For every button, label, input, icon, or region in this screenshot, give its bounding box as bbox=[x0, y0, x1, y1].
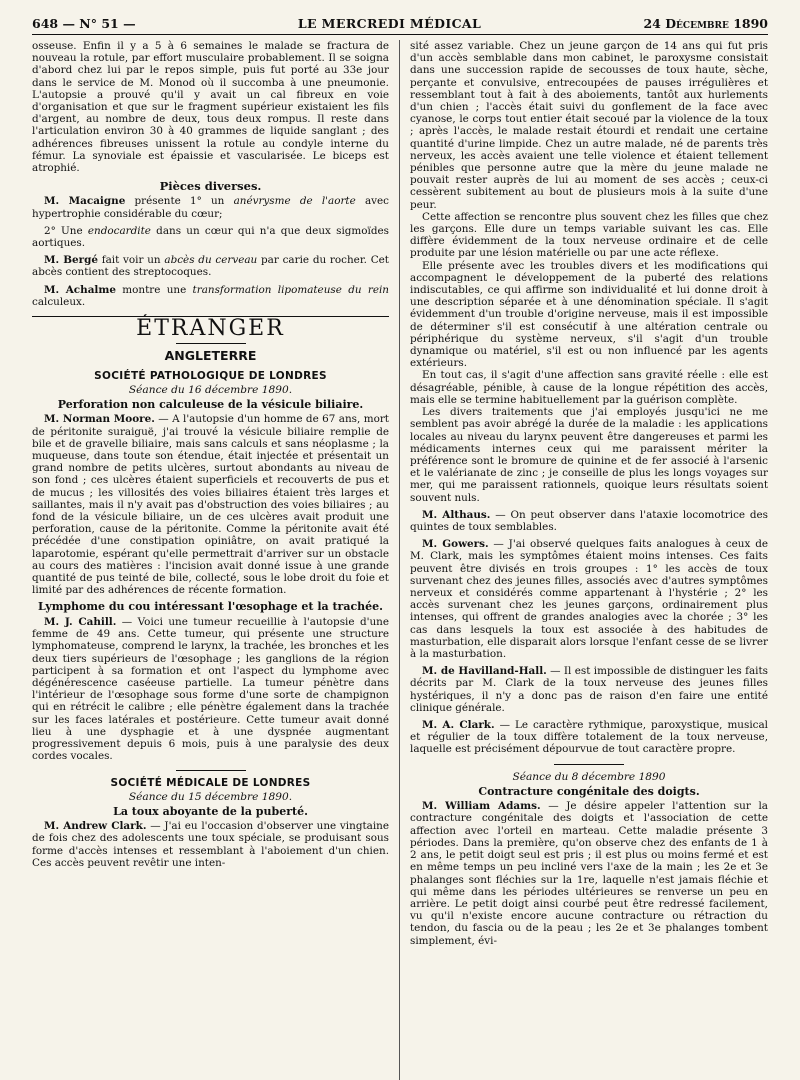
entry-havilland-hall: M. de Havilland-Hall. — Il est impossible de distinguer les faits décrits par M. Clark de la toux nerveuse des jeunes filles hystériques, il n'y a donc pas de raison d'en faire une entité clinique générale. bbox=[410, 665, 768, 714]
entry-gowers: M. Gowers. — J'ai observé quelques faits analogues à ceux de M. Clark, mais les symptômes étaient moins intenses. Ces faits peuvent être divisés en trois groupes : 1° les accès de toux survenant chez des jeunes filles, associés avec d'autres symptômes nerveux et considérés comme appartenant à l'hystérie ; 2° les accès survenant chez les jeunes garçons, ordinairement plus intenses, qui offrent de grandes analogies avec la chorée ; 3° les cas dans lesquels la toux est associée à des habitudes de masturbation, elle disparait alors lorsque l'enfant cesse de se livrer à la masturbation. bbox=[410, 538, 768, 660]
author-name: M. de Havilland-Hall. bbox=[422, 665, 547, 678]
article-body: M. William Adams. — Je désire appeler l'attention sur la contracture congénitale des doigts et l'association de cette affection avec l'orteil en marteau. Cette maladie présente 3 périodes. Dans la première, qu'on observe chez des enfants de 1 à 2 ans, le petit doigt seul est pris ; il est plus ou moins fermé et est en même temps un peu incliné vers l'axe de la main ; les 2e et 3e phalanges sont fléchies sur la 1re, laquelle n'est jamais fléchie et qui même dans les périodes ultérieures se renverse un peu en arrière. Le petit doigt ainsi courbé peut être redressé facilement, vu qu'il n'existe encore aucune contracture ou rétraction du tendon, du fascia ou de la peau ; les 2e et 3e phalanges tombent simplement, évi- bbox=[410, 800, 768, 947]
article-title: Lymphome du cou intéressant l'œsophage et la trachée. bbox=[37, 600, 383, 614]
divider-short bbox=[554, 764, 624, 765]
entry-althaus: M. Althaus. — On peut observer dans l'ataxie locomotrice des quintes de toux semblables. bbox=[410, 508, 768, 533]
entry-a-clark: M. A. Clark. — Le caractère rythmique, paroxystique, musical et régulier de la toux diffère totalement de la toux nerveuse, laquelle est précisément dépourvue de tout caractère propre. bbox=[410, 718, 768, 756]
section-heading-pieces: Pièces diverses. bbox=[159, 179, 262, 194]
continued-paragraph: sité assez variable. Chez un jeune garçon de 14 ans qui fut pris d'un accès semblable dans mon cabinet, le paroxysme consistait dans une succession rapide de secousses de toux haute, sèche, perçante et convulsive, entrecoupées de pauses irrégulières et ressemblant tout à fait à des aboiements, tantôt aux hurlements d'un chien ; l'accès était suivi du gonflement de la face avec cyanose, le corps tout entier était secoué par la violence de la toux ; après l'accès, le malade restait étourdi et rendait une certaine quantité d'urine limpide. Chez un autre malade, né de parents très nerveux, les accès avaient une telle violence et étaient tellement pénibles que personne autre que la mère du jeune malade ne pouvait rester auprès de lui au moment de ses accès ; ceux-ci cessèrent subitement au bout de plusieurs mois à la suite d'une peur. bbox=[410, 40, 768, 211]
session-date: Séance du 16 décembre 1890. bbox=[128, 383, 293, 396]
country-heading: ANGLETERRE bbox=[164, 348, 257, 364]
author-name: M. William Adams. bbox=[422, 800, 541, 813]
author-name: M. Macaigne bbox=[44, 195, 126, 208]
author-name: M. Althaus. bbox=[422, 508, 491, 521]
session-date: Séance du 15 décembre 1890. bbox=[128, 790, 293, 803]
article-body: M. J. Cahill. — Voici une tumeur recueillie à l'autopsie d'une femme de 49 ans. Cette tumeur, qui présente une structure lymphomateuse, comprend le larynx, la trachée, les bronches et les deux tiers supérieurs de l'œsophage ; les ganglions de la région participent à sa formation et ont l'aspect du lymphome avec dégénérescence caséeuse partielle. La tumeur pénètre dans l'intérieur de l'œsophage sous forme d'une sorte de champignon qui en rétrécit le calibre ; elle pénètre également dans la trachée sur les faces latérales et postérieure. Cette tumeur avait donné lieu à une dysphagie et à une dyspnée augmentant progressivement depuis 6 mois, puis à une paralysie des deux cordes vocales. bbox=[32, 615, 389, 763]
issue-date: 24 Décembre 1890 bbox=[643, 16, 768, 31]
society-heading: SOCIÉTÉ PATHOLOGIQUE DE LONDRES bbox=[94, 370, 327, 383]
article-body: M. Andrew Clark. — J'ai eu l'occasion d'observer une vingtaine de fois chez des adolescents une toux spéciale, se produisant sous forme d'accès intenses et ressemblant à l'aboiement d'un chien. Ces accès peuvent revêtir une inten- bbox=[32, 820, 390, 869]
divider-short bbox=[176, 343, 246, 344]
entry-achalme: M. Achalme montre une transformation lipomateuse du rein calculeux. bbox=[32, 283, 389, 308]
two-column-body bbox=[32, 40, 768, 1080]
right-column bbox=[400, 40, 768, 1080]
paragraph: En tout cas, il s'agit d'une affection sans gravité réelle : elle est désagréable, pénible, à cause de la longue répétition des accès, mais elle se termine habituellement par la guérison complète. bbox=[410, 369, 768, 406]
paragraph: Elle présente avec les troubles divers et les modifications qui accompagnent le développement de la puberté des relations indiscutables, ce qui affirme son individualité et lui donne droit à une description séparée et à une dénomination spéciale. Il s'agit évidemment d'un trouble d'origine nerveuse, mais il est impossible de déterminer s'il est consécutif à une altération centrale ou périphérique du système nerveux, s'il s'agit d'un trouble dynamique ou matériel, s'il est ou non influencé par les agents extérieurs. bbox=[410, 259, 768, 370]
author-name: M. J. Cahill. bbox=[44, 615, 117, 628]
author-name: M. Bergé bbox=[44, 254, 98, 267]
entry-macaigne-2: 2° Une endocardite dans un cœur qui n'a que deux sigmoïdes aortiques. bbox=[32, 224, 389, 250]
paragraph: Cette affection se rencontre plus souvent chez les filles que chez les garçons. Elle dure un temps variable suivant les cas. Elle diffère évidemment de la toux nerveuse ordinaire et de celle produite par une lésion matérielle ou par une acte réflexe. bbox=[410, 210, 768, 260]
author-name: M. Achalme bbox=[44, 283, 116, 296]
society-heading: SOCIÉTÉ MÉDICALE DE LONDRES bbox=[110, 777, 311, 790]
article-title: Contracture congénitale des doigts. bbox=[478, 784, 700, 798]
author-name: M. A. Clark. bbox=[422, 718, 495, 731]
page-header bbox=[32, 16, 768, 35]
article-title: La toux aboyante de la puberté. bbox=[113, 804, 308, 818]
entry-berge: M. Bergé fait voir un abcès du cerveau par carie du rocher. Cet abcès contient des streptocoques. bbox=[32, 254, 389, 279]
left-column bbox=[32, 40, 400, 1080]
article-title: Perforation non calculeuse de la vésicule biliaire. bbox=[57, 397, 364, 411]
page-number: 648 — N° 51 — bbox=[32, 16, 136, 31]
author-name: M. Gowers. bbox=[422, 538, 489, 551]
session-date: Séance du 8 décembre 1890 bbox=[512, 770, 666, 783]
paragraph: Les divers traitements que j'ai employés jusqu'ici ne me semblent pas avoir abrégé la durée de la maladie : les applications locales au niveau du larynx peuvent être dangereuses et parmi les médicaments internes ceux qui me paraissent mériter la préférence sont le bromure de quinine et de fer associé à l'arsenic et le valérianate de zinc ; je conseille de plus les longs voyages sur mer, qui me paraissent rationnels, quoique leurs résultats soient souvent nuls. bbox=[410, 406, 768, 504]
article-body: M. Norman Moore. — A l'autopsie d'un homme de 67 ans, mort de péritonite suraiguë, j'ai trouvé la vésicule biliaire remplie de bile et de gravelle biliaire, mais sans calculs et sans néoplasme ; la muqueuse, dans toute son étendue, était injectée et présentait un grand nombre de petits ulcères, surtout abondants au niveau de son fond ; ces ulcères étaient superficiels et recouverts de pus et de mucus ; les villosités des voies biliaires étaient très larges et saillantes, mais il n'y avait pas d'obstruction des voies biliaires ; au fond de la vésicule biliaire, un de ces ulcères avait produit une perforation, cause de la péritonite. Comme la péritonite avait été précédée d'une constipation opiniâtre, on avait pratiqué la laparotomie, espérant qu'elle permettrait d'arriver sur un obstacle au cours des matières : l'incision avait donné issue à une grande quantité de pus teinté de bile, collecté, sous le lobe droit du foie et limité par des adhérences de récente formation. bbox=[32, 413, 389, 597]
author-name: M. Andrew Clark. bbox=[44, 820, 147, 833]
section-title-etranger: ÉTRANGER bbox=[136, 316, 285, 342]
entry-macaigne: M. Macaigne présente 1° un anévrysme de l'aorte avec hypertrophie considérable du cœur; bbox=[32, 195, 389, 220]
divider-short bbox=[176, 770, 246, 771]
author-name: M. Norman Moore. bbox=[44, 413, 155, 426]
continued-paragraph: osseuse. Enfin il y a 5 à 6 semaines le malade se fractura de nouveau la rotule, par effort musculaire probablement. Il se soigna d'abord chez lui par le repos simple, puis fut porté au 33e jour dans le service de M. Monod où il succomba à une pneumonie. L'autopsie a prouvé qu'il y avait un cal fibreux en voie d'organisation et que sur le fragment supérieur existaient les fils d'argent, au nombre de deux, tous deux rompus. Il reste dans l'articulation environ 30 à 40 grammes de liquide sanglant ; des adhérences fibreuses unissent la rotule au condyle interne du fémur. La synoviale est épaissie et vascularisée. Le biceps est atrophié. bbox=[32, 40, 389, 175]
journal-title: LE MERCREDI MÉDICAL bbox=[297, 16, 482, 31]
